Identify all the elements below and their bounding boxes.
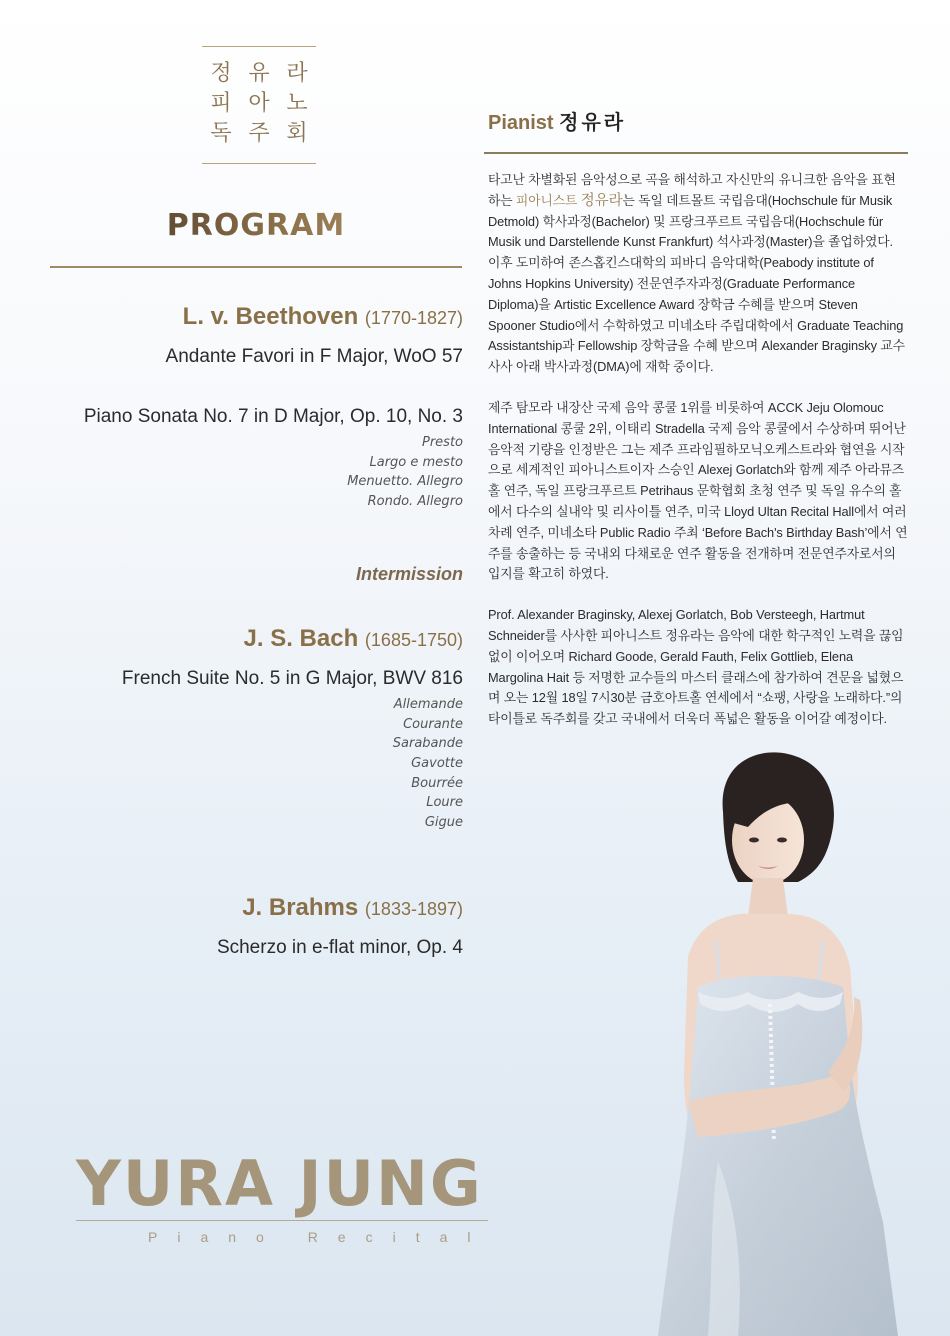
title-char: 피 xyxy=(210,91,232,116)
work-sonata-7: Piano Sonata No. 7 in D Major, Op. 10, No. 3 xyxy=(83,406,463,427)
movement: Menuetto. Allegro xyxy=(347,474,463,490)
title-char: 노 xyxy=(286,91,308,116)
bio-paragraph-3: Prof. Alexander Braginsky, Alexej Gorlatch, Bob Versteegh, Hartmut Schneider를 사사한 피아니스트 정유라는 음악에 대한 학구적인 노력을 끊임없이 이어오며 Richard Goode, Gerald Fauth, Felix Gottlieb, Elena Margolina Hait 등 저명한 교수들의 마스터 클래스에 참가하여 견문을 넓혔으며 오는 12월 18일 7시30분 금호아트홀 연세에서 “쇼팽, 사랑을 노래하다.”의 타이틀로 독주회를 갖고 국내에서 더욱더 폭넓은 활동을 이어갈 예정이다. xyxy=(488,607,904,727)
title-char: 아 xyxy=(248,91,270,116)
composer-name: J. S. Bach xyxy=(243,624,359,652)
movement: Courante xyxy=(403,716,463,732)
movement: Allemande xyxy=(393,696,463,712)
pianist-photo xyxy=(628,742,950,1336)
title-char: 주 xyxy=(248,121,270,146)
movement: Sarabande xyxy=(392,736,463,752)
brand-rule xyxy=(76,1220,488,1221)
korean-title-block xyxy=(202,46,316,164)
movement: Loure xyxy=(426,795,463,811)
program-heading: PROGRAM xyxy=(50,208,462,243)
brand-name: YURA JUNG xyxy=(76,1147,483,1220)
pianist-bio xyxy=(488,170,908,750)
bio-paragraph-2: 제주 탐모라 내장산 국제 음악 콩쿨 1위를 비롯하여 ACCK Jeju Olomouc International 콩쿨 2위, 이태리 Stradella 국제 음악 콩쿨에서 수상하며 뛰어난 음악적 기량을 인정받은 그는 제주 프라임필하모닉오케스트라와 협연을 시작으로 세계적인 피아니스트이자 스승인 Alexej Gorlatch와 함께 제주 아라뮤즈홀 연주, 독일 프랑크푸르트 Petrihaus 문학협회 초청 연주 및 독일 유수의 홀에서 다수의 실내악 및 리사이틀 연주, 미국 Lloyd Ultan Recital Hall에서 여러 차례 연주, 미네소타 Public Radio 주최 ‘Before Bach's Birthday Bash’에서 연주를 송출하는 등 국내외 다채로운 연주 활동을 전개하며 전문연주자로서의 입지를 확고히 하였다. xyxy=(488,399,908,582)
pianist-label-en: Pianist xyxy=(488,112,554,134)
program-divider xyxy=(50,266,462,268)
composer-brahms xyxy=(40,891,463,926)
title-bottom-rule xyxy=(202,163,316,164)
work-french-suite-5: French Suite No. 5 in G Major, BWV 816 xyxy=(121,667,463,689)
movement: Gigue xyxy=(424,815,463,831)
brand-subtitle: Piano Recital xyxy=(148,1229,491,1245)
movement: Largo e mesto xyxy=(369,454,463,470)
composer-bach xyxy=(40,622,463,657)
title-char: 독 xyxy=(210,121,232,146)
composer-name: J. Brahms xyxy=(242,893,359,921)
pianist-label-ko: 정유라 xyxy=(559,112,627,134)
movement-list xyxy=(40,695,463,833)
pianist-divider xyxy=(484,152,908,154)
composer-name: L. v. Beethoven xyxy=(182,303,359,330)
bio-text: 타고난 차별화된 음악성으로 곡을 해석하고 자신만의 유니크한 음악을 표현하는 xyxy=(488,172,896,208)
composer-years: (1833-1897) xyxy=(364,898,463,919)
bio-text: 는 독일 데트몰트 국립음대(Hochschule für Musik Detmold) 학사과정(Bachelor) 및 프랑크푸르트 국립음대(Hochschule für Musik und Darstellende Kunst Frankfurt) 석사과정(Master)을 졸업하였다. 이후 도미하여 존스홉킨스대학의 피바디 음악대학(Peabody institute of Johns Hopkins University) 전문연주자과정(Graduate Performance Diploma)을 Artistic Excellence Award 장학금 수혜를 받으며 Steven Spooner Studio에서 수학하였고 미네소타 주립대학에서 Graduate Teaching Assistantship과 Fellowship 장학금을 수혜 받으며 Alexander Braginsky 교수 사사 아래 박사과정(DMA)에 재학 중이다. xyxy=(488,192,905,375)
bio-highlight-name: 정유라 xyxy=(580,192,623,209)
work-scherzo-op4: Scherzo in e-flat minor, Op. 4 xyxy=(216,936,463,958)
recital-brand xyxy=(76,1147,491,1245)
title-char: 회 xyxy=(286,121,308,146)
movement-list xyxy=(40,433,463,512)
title-char: 정 xyxy=(210,61,232,86)
work-andante-favori: Andante Favori in F Major, WoO 57 xyxy=(165,346,463,367)
program-list xyxy=(40,300,463,962)
movement: Presto xyxy=(421,435,463,450)
bio-highlight-pianist: 피아니스트 xyxy=(515,192,581,208)
title-char: 라 xyxy=(286,61,308,86)
title-char: 유 xyxy=(248,61,270,86)
movement: Gavotte xyxy=(411,755,463,771)
composer-years: (1770-1827) xyxy=(364,308,463,328)
composer-years: (1685-1750) xyxy=(364,629,463,650)
composer-beethoven xyxy=(40,300,463,335)
korean-title-grid xyxy=(202,47,316,163)
bio-paragraph-1 xyxy=(488,170,908,378)
intermission-label: Intermission xyxy=(355,563,463,584)
movement: Bourrée xyxy=(411,775,463,791)
movement: Rondo. Allegro xyxy=(367,494,463,510)
pianist-heading xyxy=(488,106,626,135)
